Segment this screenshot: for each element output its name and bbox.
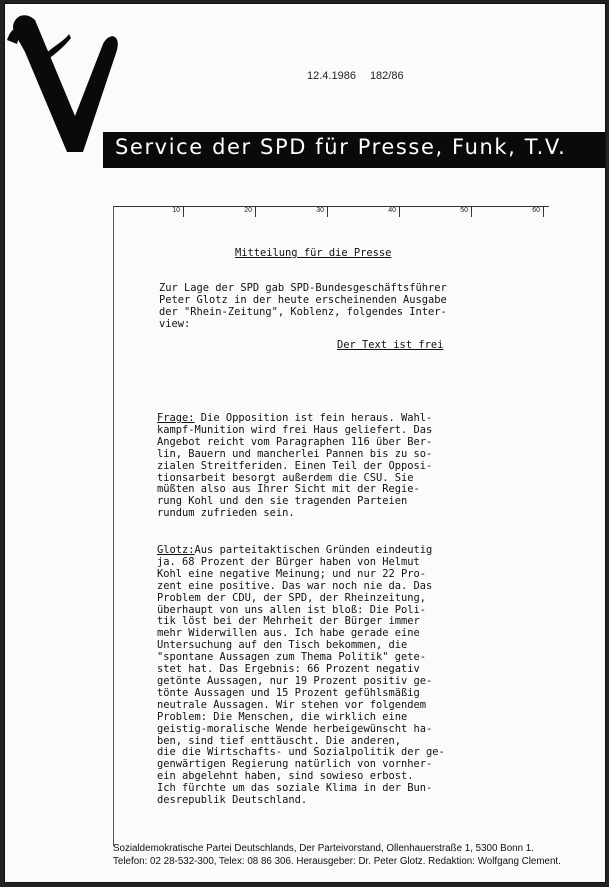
text-line: neutrale Aussagen. Wir stehen vor folgendem (157, 698, 426, 711)
dateline (307, 70, 418, 82)
document-title: Mitteilung für die Presse (235, 247, 392, 259)
text-line: müßten also aus Ihrer Sicht mit der Regie- (157, 483, 420, 496)
footer-address: Sozialdemokratische Partei Deutschlands, Der Parteivorstand, Ollenhauerstraße 1, 5300 Bonn 1. (113, 843, 534, 854)
text-line: geistig-moralische Wende herbeigewünscht ha- (157, 722, 433, 735)
ruler-tick: 20 (113, 207, 256, 217)
text-line: Peter Glotz in der heute erscheinenden Ausgabe (159, 293, 447, 306)
ruler-tick: 60 (113, 207, 544, 217)
ruler-tick: 40 (113, 207, 400, 217)
text-line: mehr Widerwillen aus. Ich habe gerade eine (157, 627, 420, 640)
text-line: Ich fürchte um das soziale Klima in der Bun- (157, 782, 433, 795)
text-line: tionsarbeit besorgt außerdem die CSU. Sie (157, 471, 414, 484)
ruler-tick: 10 (113, 207, 184, 217)
text-line: Kohl eine negative Meinung; und nur 22 Pro- (157, 567, 426, 580)
question-paragraph (157, 413, 432, 520)
text-line: Problem der CDU, der SPD, der Rheinzeitung, (157, 591, 426, 604)
question-first-line: Die Opposition ist fein heraus. Wahl- (194, 412, 433, 424)
text-line: Untersuchung auf den Tisch bekommen, die (157, 639, 408, 652)
intro-paragraph (159, 283, 447, 331)
text-line: ben, sind tief enttäuscht. Die anderen, (157, 734, 401, 747)
text-line: zialen Streitferiden. Einen Teil der Opposi- (157, 459, 433, 472)
ruler-tick: 30 (113, 207, 328, 217)
text-line: tönte Aussagen und 15 Prozent gefühlsmäßig (157, 686, 420, 699)
text-line: zent eine positive. Das war noch nie da. Das (157, 579, 433, 592)
text-line: Angebot reicht vom Paragraphen 116 über Ber- (157, 435, 433, 448)
banner-title: Service der SPD für Presse, Funk, T.V. (115, 135, 567, 159)
footer (113, 842, 561, 868)
question-label: Frage: (157, 412, 195, 424)
text-line: der "Rhein-Zeitung", Koblenz, folgendes Inter- (159, 305, 447, 318)
text-line: Zur Lage der SPD gab SPD-Bundesgeschäftsführer (159, 282, 447, 294)
text-line: rung Kohl und den sie tragenden Parteien (157, 495, 408, 508)
ruler-tick: 50 (113, 207, 472, 217)
answer-paragraph (157, 545, 445, 807)
text-line: view: (159, 317, 191, 330)
text-line: desrepublik Deutschland. (157, 794, 308, 807)
text-line: genwärtigen Regierung natürlich von vornher- (157, 758, 433, 771)
service-banner (103, 132, 605, 168)
text-line: stet hat. Das Ergebnis: 66 Prozent negativ (157, 663, 420, 676)
text-line: "spontane Aussagen zum Thema Politik" gete- (157, 651, 426, 664)
answer-label: Glotz: (157, 544, 195, 556)
release-note: Der Text ist frei (337, 339, 444, 351)
text-line: Problem: Die Menschen, die wirklich eine (157, 710, 408, 723)
text-line: ein abgelehnt haben, sind sowieso erbost. (157, 770, 414, 783)
text-line: ja. 68 Prozent der Bürger haben von Helmut (157, 555, 420, 568)
typewriter-ruler (113, 206, 549, 217)
text-line: tik löst bei der Mehrheit der Bürger immer (157, 615, 420, 628)
text-line: lin, Bauern und mancherlei Pannen bis zu so- (157, 447, 433, 460)
release-number: 182/86 (369, 70, 404, 82)
text-line: rundum zufrieden sein. (157, 507, 295, 520)
document-page (4, 3, 606, 883)
footer-contact: Telefon: 02 28-532-300, Telex: 08 86 306. Herausgeber: Dr. Peter Glotz. Redaktion: Wolfgang Clement. (113, 856, 561, 867)
text-line: kampf-Munition wird frei Haus geliefert. Das (157, 423, 433, 436)
text-line: überhaupt von uns allen ist bloß: Die Poli- (157, 603, 426, 616)
text-line: getönte Aussagen, nur 19 Prozent positiv ge- (157, 674, 433, 687)
release-date: 12.4.1986 (307, 70, 356, 82)
answer-first-line: Aus parteitaktischen Gründen eindeutig (194, 544, 433, 556)
text-line: die die Wirtschafts- und Sozialpolitik der ge- (157, 746, 445, 759)
margin-line (113, 206, 114, 846)
